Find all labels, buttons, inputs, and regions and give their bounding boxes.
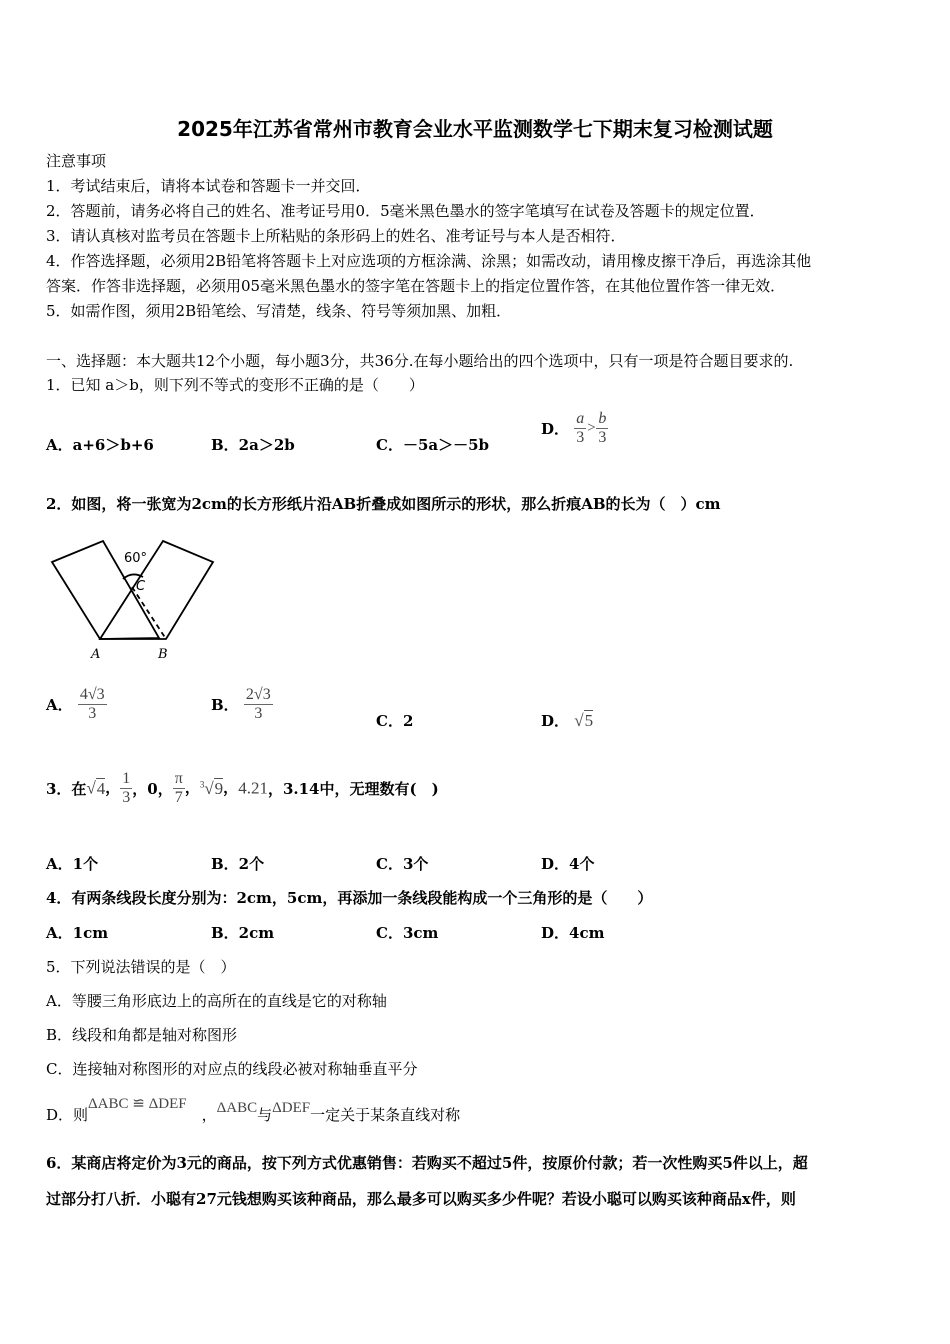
- q2-option-d: D． √5: [541, 711, 594, 730]
- notice-item: 1．考试结束后，请将本试卷和答题卡一并交回．: [46, 177, 371, 195]
- fraction-b-over-3: $\frac{b}{3}$: [598, 410, 607, 446]
- q4-option-d: D．4cm: [541, 924, 605, 942]
- q2-option-b: B． $\frac{2√3}{3}$: [211, 686, 271, 722]
- question-6-line: 6．某商店将定价为3元的商品，按下列方式优惠销售：若购买不超过5件，按原价付款；若一次性购买5件以上，超: [46, 1154, 808, 1172]
- q3-option-d: D．4个: [541, 855, 595, 873]
- notice-item: 2．答题前，请务必将自己的姓名、准考证号用0．5毫米黑色墨水的签字笔填写在试卷及答题卡的规定位置．: [46, 202, 765, 220]
- point-b-label: B: [158, 647, 168, 662]
- fraction-a-over-3: $\frac{a}{3}$: [576, 410, 585, 446]
- question-5-stem: 5．下列说法错误的是（ ）: [46, 958, 236, 976]
- notice-item: 答案．作答非选择题，必须用05毫米黑色墨水的签字笔在答题卡上的指定位置作答，在其他位置作答一律无效．: [46, 277, 786, 295]
- question-6-line: 过部分打八折．小聪有27元钱想购买该种商品，那么最多可以购买多少件呢？若设小聪可以购买该种商品x件，则: [46, 1190, 796, 1208]
- q2-option-a: A． $\frac{4√3}{3}$: [46, 686, 105, 722]
- notice-item: 3．请认真核对监考员在答题卡上所粘贴的条形码上的姓名、准考证号与本人是否相符．: [46, 227, 626, 245]
- q4-option-c: C．3cm: [376, 924, 439, 942]
- q3-option-c: C．3个: [376, 855, 429, 873]
- q1-option-a: A．a+6＞b+6: [46, 436, 154, 454]
- point-a-label: A: [91, 647, 101, 662]
- notice-item: 5．如需作图，须用2B铅笔绘、写清楚，线条、符号等须加黑、加粗．: [46, 302, 512, 320]
- q5-option-a: A．等腰三角形底边上的高所在的直线是它的对称轴: [46, 992, 387, 1010]
- question-2-stem: 2．如图，将一张宽为2cm的长方形纸片沿AB折叠成如图所示的形状，那么折痕AB的长为（ ）cm: [46, 495, 721, 513]
- q3-option-b: B．2个: [211, 855, 265, 873]
- section-heading: 一、选择题：本大题共12个小题，每小题3分，共36分.在每小题给出的四个选项中，只有一项是符合题目要求的.: [46, 352, 794, 370]
- q1-option-b: B．2a＞2b: [211, 436, 295, 454]
- folded-paper-figure: [46, 535, 221, 665]
- notice-item: 4．作答选择题，必须用2B铅笔将答题卡上对应选项的方框涂满、涂黑；如需改动，请用橡皮擦干净后，再选涂其他: [46, 252, 812, 270]
- q5-option-d: D．则ΔABC ≌ ΔDEF ，ΔABC与ΔDEF一定关于某条直线对称: [46, 1096, 461, 1124]
- q4-option-b: B．2cm: [211, 924, 275, 942]
- q1-option-d: [541, 410, 608, 447]
- q4-option-a: A．1cm: [46, 924, 109, 942]
- q3-option-a: A．1个: [46, 855, 99, 873]
- question-4-stem: 4．有两条线段长度分别为：2cm，5cm，再添加一条线段能构成一个三角形的是（ ）: [46, 889, 653, 907]
- question-1-stem: 1．已知 a＞b，则下列不等式的变形不正确的是（ ）: [46, 376, 424, 394]
- q1-option-c: C．－5a＞－5b: [376, 436, 490, 454]
- gt-sign: >: [586, 420, 597, 436]
- q5-option-b: B．线段和角都是轴对称图形: [46, 1026, 238, 1044]
- question-3-stem: 3．在√4， $\frac{1}{3}$ ，0， $\frac{\pi}{7}$ ，$^3$√9，4.21，3.14中，无理数有( ): [46, 770, 439, 806]
- angle-label: 60°: [124, 551, 148, 566]
- point-c-label: C: [136, 579, 146, 594]
- page-title: 2025年江苏省常州市教育会业水平监测数学七下期末复习检测试题: [177, 117, 773, 141]
- q2-option-c: C．2: [376, 712, 414, 730]
- q5-option-c: C．连接轴对称图形的对应点的线段必被对称轴垂直平分: [46, 1060, 418, 1078]
- notice-heading: 注意事项: [46, 152, 107, 170]
- option-label: D．: [541, 420, 570, 438]
